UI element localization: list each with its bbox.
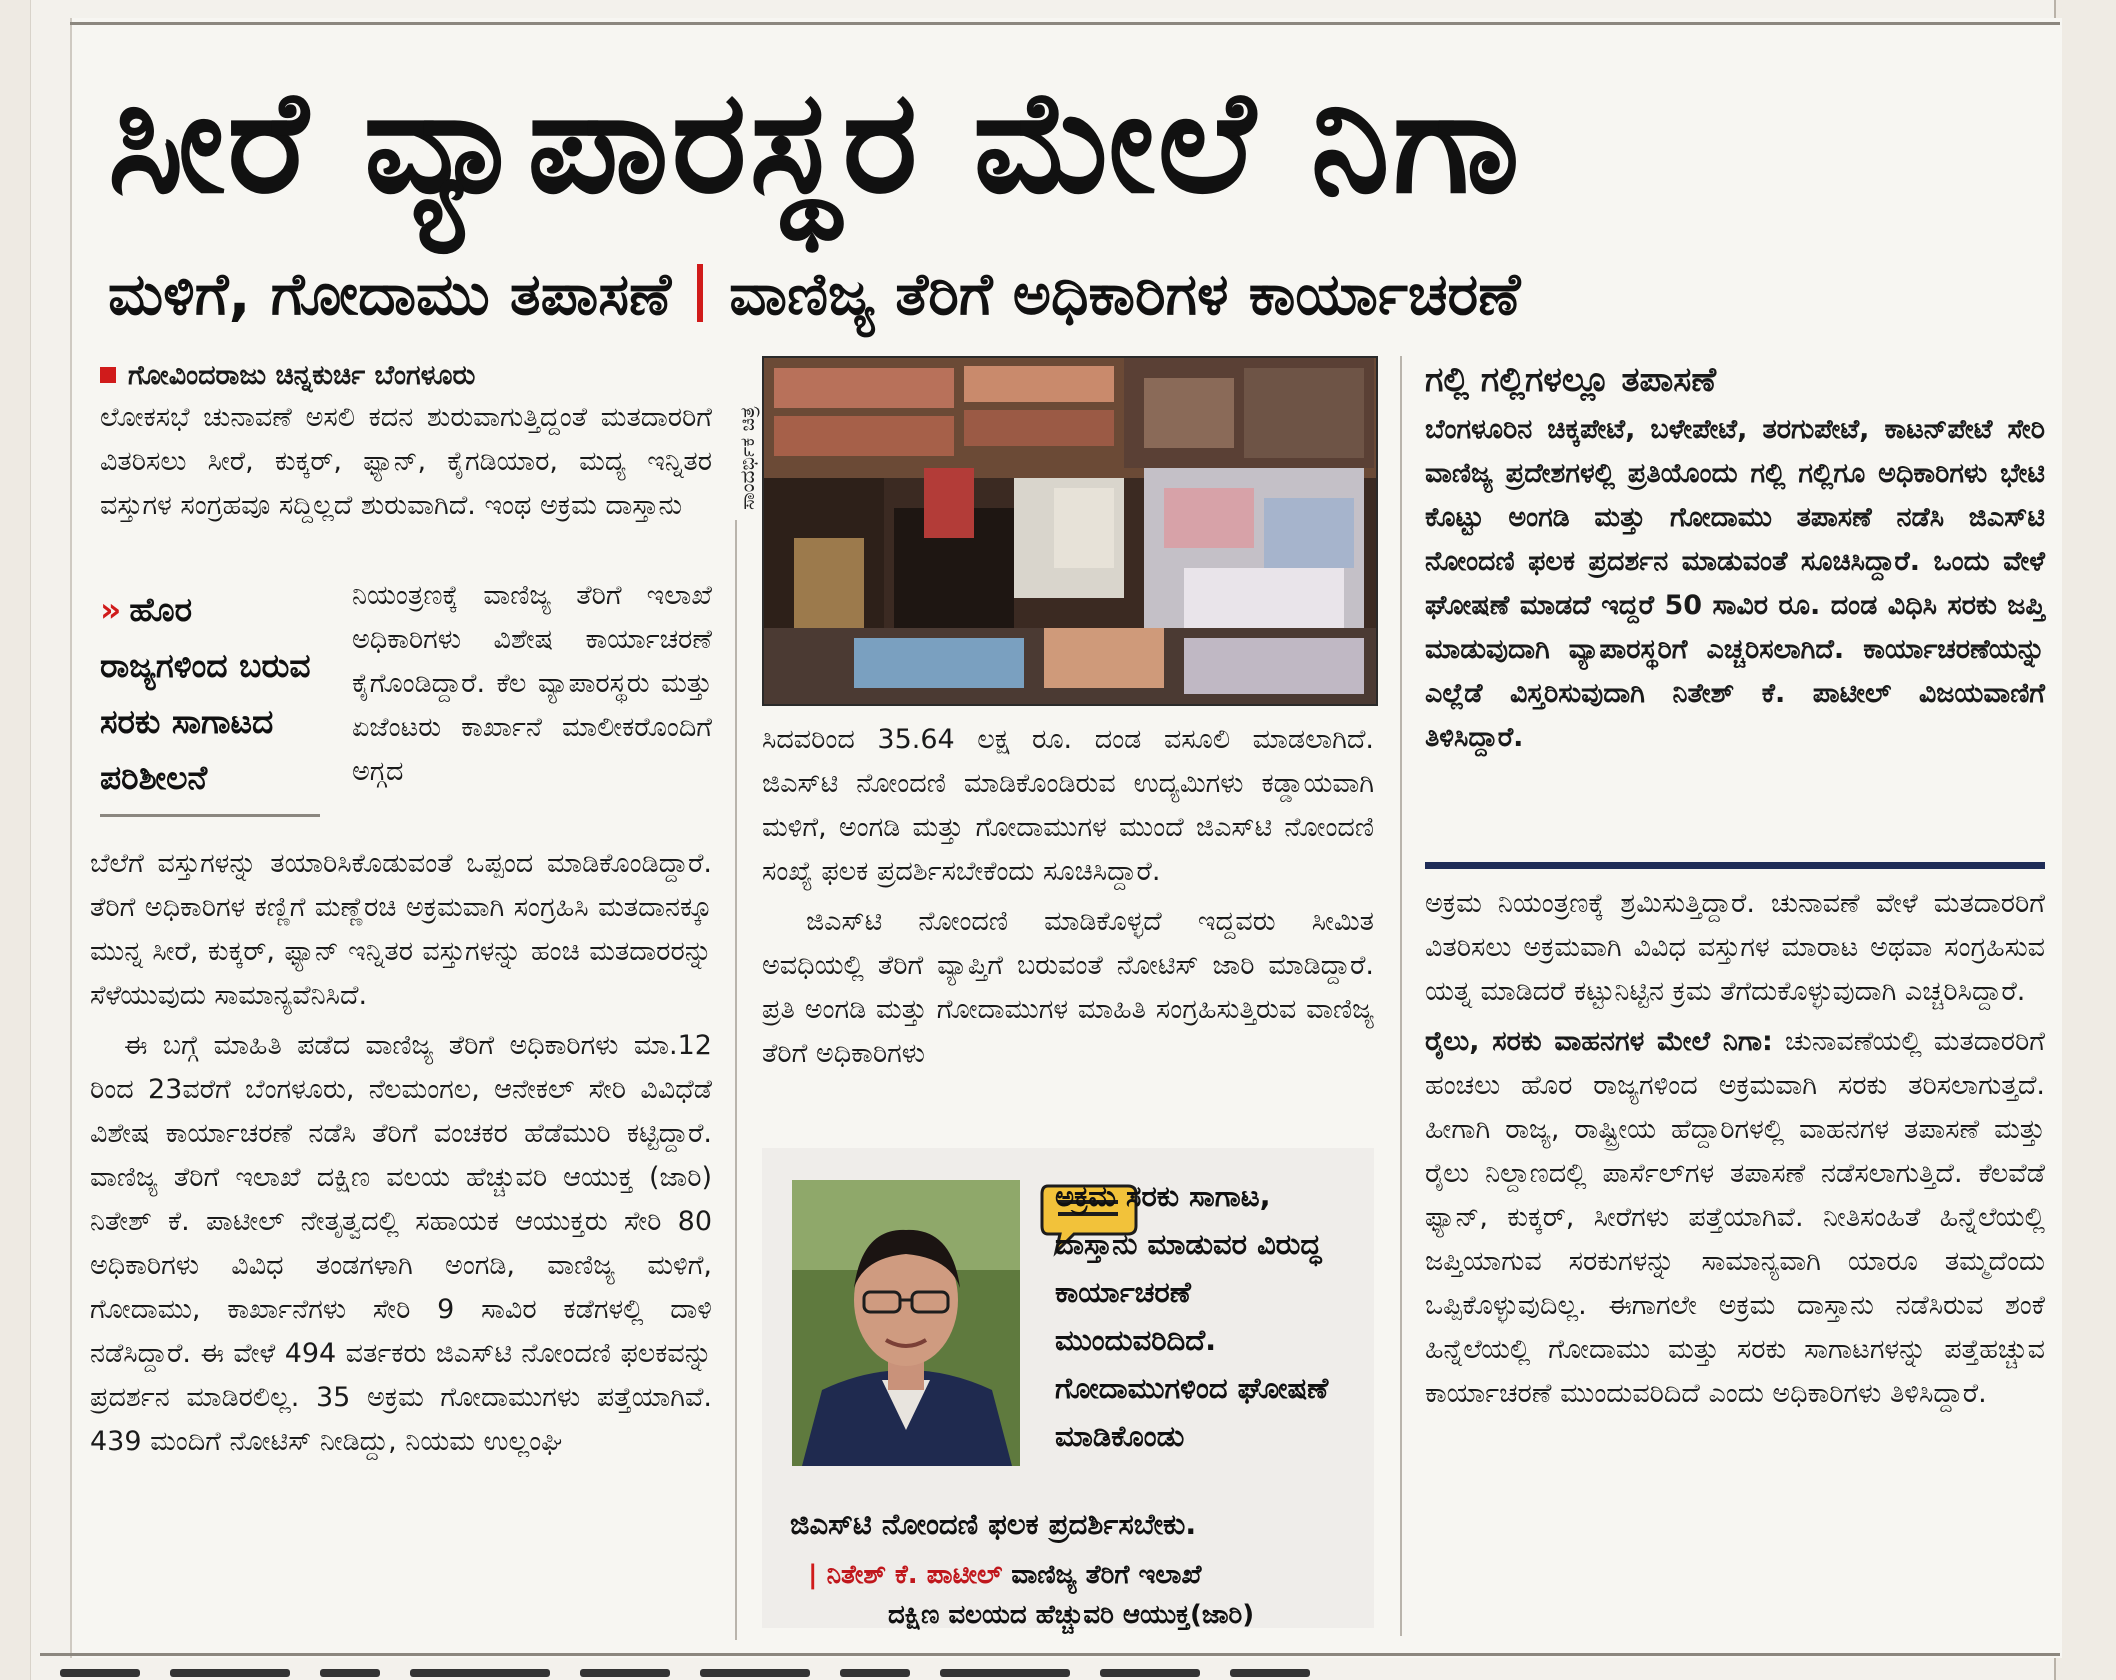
quote-tail: ಜಿಎಸ್‌ಟಿ ನೋಂದಣಿ ಫಲಕ ಪ್ರದರ್ಶಿಸಬೇಕು.	[790, 1507, 1197, 1541]
col3-para-1: ಅಕ್ರಮ ನಿಯಂತ್ರಣಕ್ಕೆ ಶ್ರಮಿಸುತ್ತಿದ್ದಾರೆ. ಚುನಾವಣೆ ವೇಳೆ ಮತದಾರರಿಗೆ ವಿತರಿಸಲು ಅಕ್ರಮವಾಗಿ ವಿವಿಧ ವಸ್ತುಗಳ ಮಾರಾಟ ಅಥವಾ ಸಂಗ್ರಹಿಸುವ ಯತ್ನ ಮಾಡಿದರೆ ಕಟ್ಟುನಿಟ್ಟಿನ ಕ್ರಮ ತೆಗೆದುಕೊಳ್ಳುವುದಾಗಿ ಎಚ್ಚರಿಸಿದ್ದಾರೆ.	[1425, 888, 2045, 1007]
article-column-2	[762, 718, 1374, 1082]
warehouse-photo	[762, 356, 1378, 706]
next-article-strip	[60, 1662, 2040, 1680]
col3-para-2: ರೈಲು, ಸರಕು ವಾಹನಗಳ ಮೇಲೆ ನಿಗಾ: ಚುನಾವಣೆಯಲ್ಲಿ ಮತದಾರರಿಗೆ ಹಂಚಲು ಹೊರ ರಾಜ್ಯಗಳಿಂದ ಅಕ್ರಮವಾಗಿ ಸರಕು ತರಿಸಲಾಗುತ್ತದೆ. ಹೀಗಾಗಿ ರಾಜ್ಯ, ರಾಷ್ಟ್ರೀಯ ಹೆದ್ದಾರಿಗಳಲ್ಲಿ ವಾಹನಗಳ ತಪಾಸಣೆ ಮತ್ತು ರೈಲು ನಿಲ್ದಾಣದಲ್ಲಿ ಪಾರ್ಸೆಲ್‌ಗಳ ತಪಾಸಣೆ ನಡೆಸಲಾಗುತ್ತಿದೆ. ಕೆಲವೆಡೆ ಫ್ಯಾನ್, ಕುಕ್ಕರ್, ಸೀರೆಗಳು ಪತ್ತೆಯಾಗಿವೆ. ನೀತಿಸಂಹಿತೆ ಹಿನ್ನೆಲೆಯಲ್ಲಿ ಜಪ್ತಿಯಾಗುವ ಸರಕುಗಳನ್ನು ಸಾಮಾನ್ಯವಾಗಿ ಯಾರೂ ತಮ್ಮದೆಂದು ಒಪ್ಪಿಕೊಳ್ಳುವುದಿಲ್ಲ. ಈಗಾಗಲೇ ಅಕ್ರಮ ದಾಸ್ತಾನು ನಡೆಸಿರುವ ಶಂಕೆ ಹಿನ್ನೆಲೆಯಲ್ಲಿ ಗೋದಾಮು ಮತ್ತು ಸರಕು ಸಾಗಾಟಗಳನ್ನು ಪತ್ತೆಹಚ್ಚುವ ಕಾರ್ಯಾಚರಣೆ ಮುಂದುವರಿದಿದೆ ಎಂದು ಅಧಿಕಾರಿಗಳು ತಿಳಿಸಿದ್ದಾರೆ.	[1425, 1026, 2045, 1409]
official-role-2: ದಕ್ಷಿಣ ವಲಯದ ಹೆಚ್ಚುವರಿ ಆಯುಕ್ತ(ಜಾರಿ)	[888, 1600, 1255, 1630]
col1-para-1b: ನಿಯಂತ್ರಣಕ್ಕೆ ವಾಣಿಜ್ಯ ತೆರಿಗೆ ಇಲಾಖೆ ಅಧಿಕಾರಿಗಳು ವಿಶೇಷ ಕಾರ್ಯಾಚರಣೆ ಕೈಗೊಂಡಿದ್ದಾರೆ. ಕೆಲ ವ್ಯಾಪಾರಸ್ಥರು ಮತ್ತು ಏಜೆಂಟರು ಕಾರ್ಖಾನೆ ಮಾಲೀಕರೊಂದಿಗೆ ಅಗ್ಗದ	[352, 580, 712, 787]
attribution-bar: |	[808, 1560, 827, 1590]
sidebar-rule	[1425, 862, 2045, 869]
col1-para-1a: ಲೋಕಸಭೆ ಚುನಾವಣೆ ಅಸಲಿ ಕದನ ಶುರುವಾಗುತ್ತಿದ್ದಂತೆ ಮತದಾರರಿಗೆ ವಿತರಿಸಲು ಸೀರೆ, ಕುಕ್ಕರ್, ಫ್ಯಾನ್, ಕೈಗಡಿಯಾರ, ಮದ್ಯ ಇನ್ನಿತರ ವಸ್ತುಗಳ ಸಂಗ್ರಹವೂ ಸದ್ದಿಲ್ಲದೆ ಶುರುವಾಗಿದೆ. ಇಂಥ ಅಕ್ರಮ ದಾಸ್ತಾನು	[100, 402, 712, 521]
pull-quote: » ಹೊರ ರಾಜ್ಯಗಳಿಂದ ಬರುವ ಸರಕು ಸಾಗಾಟದ ಪರಿಶೀಲನೆ	[100, 582, 320, 817]
quote-text: ಅಕ್ರಮ ಸರಕು ಸಾಗಾಟ, ದಾಸ್ತಾನು ಮಾಡುವರ ವಿರುದ್ಧ ಕಾರ್ಯಾಚರಣೆ ಮುಂದುವರಿದಿದೆ. ಗೋದಾಮುಗಳಿಂದ ಘೋಷಣೆ ಮಾಡಿಕೊಂಡು	[1055, 1179, 1329, 1453]
article-column-1b	[352, 574, 712, 800]
headline: ಸೀರೆ ವ್ಯಾಪಾರಸ್ಥರ ಮೇಲೆ ನಿಗಾ	[108, 60, 1523, 225]
double-chevron-icon: »	[100, 590, 122, 629]
top-rule	[70, 22, 2060, 25]
sidebar-box	[1425, 356, 2045, 766]
subhead-left: ಮಳಿಗೆ, ಗೋದಾಮು ತಪಾಸಣೆ	[108, 260, 672, 328]
article-column-3	[1425, 882, 2045, 1422]
quote-attribution	[808, 1555, 1368, 1635]
subhead-right: ವಾಣಿಜ್ಯ ತೆರಿಗೆ ಅಧಿಕಾರಿಗಳ ಕಾರ್ಯಾಚರಣೆ	[729, 260, 1521, 328]
column-divider-2	[1400, 356, 1402, 1636]
article-column-1	[100, 356, 712, 534]
col1-para-2: ಈ ಬಗ್ಗೆ ಮಾಹಿತಿ ಪಡೆದ ವಾಣಿಜ್ಯ ತೆರಿಗೆ ಅಧಿಕಾರಿಗಳು ಮಾ.12 ರಿಂದ 23ವರೆಗೆ ಬೆಂಗಳೂರು, ನೆಲಮಂಗಲ, ಆನೇಕಲ್ ಸೇರಿ ವಿವಿಧೆಡೆ ವಿಶೇಷ ಕಾರ್ಯಾಚರಣೆ ನಡೆಸಿ ತೆರಿಗೆ ವಂಚಕರ ಹೆಡೆಮುರಿ ಕಟ್ಟಿದ್ದಾರೆ. ವಾಣಿಜ್ಯ ತೆರಿಗೆ ಇಲಾಖೆ ದಕ್ಷಿಣ ವಲಯ ಹೆಚ್ಚುವರಿ ಆಯುಕ್ತ (ಜಾರಿ) ನಿತೇಶ್ ಕೆ. ಪಾಟೀಲ್ ನೇತೃತ್ವದಲ್ಲಿ ಸಹಾಯಕ ಆಯುಕ್ತರು ಸೇರಿ 80 ಅಧಿಕಾರಿಗಳು ವಿವಿಧ ತಂಡಗಳಾಗಿ ಅಂಗಡಿ, ವಾಣಿಜ್ಯ ಮಳಿಗೆ, ಗೋದಾಮು, ಕಾರ್ಖಾನೆಗಳು ಸೇರಿ 9 ಸಾವಿರ ಕಡೆಗಳಲ್ಲಿ ದಾಳಿ ನಡೆಸಿದ್ದಾರೆ. ಈ ವೇಳೆ 494 ವರ್ತಕರು ಜಿಎಸ್‌ಟಿ ನೋಂದಣಿ ಫಲಕವನ್ನು ಪ್ರದರ್ಶನ ಮಾಡಿರಲಿಲ್ಲ. 35 ಅಕ್ರಮ ಗೋದಾಮುಗಳು ಪತ್ತೆಯಾಗಿವೆ. 439 ಮಂದಿಗೆ ನೋಟಿಸ್ ನೀಡಿದ್ದು, ನಿಯಮ ಉಲ್ಲಂಘಿ	[90, 1030, 712, 1457]
sidebar-title: ಗಲ್ಲಿ ಗಲ್ಲಿಗಳಲ್ಲೂ ತಪಾಸಣೆ	[1425, 360, 1717, 400]
subheadline	[108, 255, 2028, 333]
adjacent-page-edge-left	[0, 0, 31, 1680]
photo-credit: ಸಾಂದರ್ಭಿಕ ಚಿತ್ರ	[735, 406, 759, 510]
official-name: ನಿತೇಶ್ ಕೆ. ಪಾಟೀಲ್	[826, 1560, 1003, 1590]
official-portrait	[792, 1180, 1020, 1466]
col2-para-1: ಸಿದವರಿಂದ 35.64 ಲಕ್ಷ ರೂ. ದಂಡ ವಸೂಲಿ ಮಾಡಲಾಗಿದೆ. ಜಿಎಸ್‌ಟಿ ನೋಂದಣಿ ಮಾಡಿಕೊಂಡಿರುವ ಉದ್ಯಮಿಗಳು ಕಡ್ಡಾಯವಾಗಿ ಮಳಿಗೆ, ಅಂಗಡಿ ಮತ್ತು ಗೋದಾಮುಗಳ ಮುಂದೆ ಜಿಎಸ್‌ಟಿ ನೋಂದಣಿ ಸಂಖ್ಯೆ ಫಲಕ ಪ್ರದರ್ಶಿಸಬೇಕೆಂದು ಸೂಚಿಸಿದ್ದಾರೆ.	[762, 724, 1374, 887]
subhead-separator	[697, 264, 703, 322]
byline: ಗೋವಿಂದರಾಜು ಚಿನ್ನಕುರ್ಚಿ ಬೆಂಗಳೂರು	[100, 356, 712, 396]
article-column-1c	[90, 842, 712, 1470]
col1-para-1c: ಬೆಲೆಗೆ ವಸ್ತುಗಳನ್ನು ತಯಾರಿಸಿಕೊಡುವಂತೆ ಒಪ್ಪಂದ ಮಾಡಿಕೊಂಡಿದ್ದಾರೆ. ತೆರಿಗೆ ಅಧಿಕಾರಿಗಳ ಕಣ್ಣಿಗೆ ಮಣ್ಣೆರಚಿ ಅಕ್ರಮವಾಗಿ ಸಂಗ್ರಹಿಸಿ ಮತದಾನಕ್ಕೂ ಮುನ್ನ ಸೀರೆ, ಕುಕ್ಕರ್, ಫ್ಯಾನ್ ಇನ್ನಿತರ ವಸ್ತುಗಳನ್ನು ಹಂಚಿ ಮತದಾರರನ್ನು ಸೆಳೆಯುವುದು ಸಾಮಾನ್ಯವೆನಿಸಿದೆ.	[90, 848, 712, 1011]
official-role-1: ವಾಣಿಜ್ಯ ತೆರಿಗೆ ಇಲಾಖೆ	[1011, 1560, 1202, 1590]
red-square-bullet-icon	[100, 367, 116, 383]
adjacent-page-edge-right	[2054, 0, 2116, 1680]
column-divider-1	[735, 520, 737, 1640]
col3-para-2-lead: ರೈಲು, ಸರಕು ವಾಹನಗಳ ಮೇಲೆ ನಿಗಾ:	[1425, 1026, 1773, 1057]
col2-para-2: ಜಿಎಸ್‌ಟಿ ನೋಂದಣಿ ಮಾಡಿಕೊಳ್ಳದೆ ಇದ್ದವರು ಸೀಮಿತ ಅವಧಿಯಲ್ಲಿ ತೆರಿಗೆ ವ್ಯಾಪ್ತಿಗೆ ಬರುವಂತೆ ನೋಟಿಸ್ ಜಾರಿ ಮಾಡಿದ್ದಾರೆ. ಪ್ರತಿ ಅಂಗಡಿ ಮತ್ತು ಗೋದಾಮುಗಳ ಮಾಹಿತಿ ಸಂಗ್ರಹಿಸುತ್ತಿರುವ ವಾಣಿಜ್ಯ ತೆರಿಗೆ ಅಧಿಕಾರಿಗಳು	[762, 906, 1374, 1069]
sidebar-text: ಬೆಂಗಳೂರಿನ ಚಿಕ್ಕಪೇಟೆ, ಬಳೇಪೇಟೆ, ತರಗುಪೇಟೆ, ಕಾಟನ್‌ಪೇಟೆ ಸೇರಿ ವಾಣಿಜ್ಯ ಪ್ರದೇಶಗಳಲ್ಲಿ ಪ್ರತಿಯೊಂದು ಗಲ್ಲಿ ಗಲ್ಲಿಗೂ ಅಧಿಕಾರಿಗಳು ಭೇಟಿ ಕೊಟ್ಟು ಅಂಗಡಿ ಮತ್ತು ಗೋದಾಮು ತಪಾಸಣೆ ನಡೆಸಿ ಜಿಎಸ್‌ಟಿ ನೋಂದಣಿ ಫಲಕ ಪ್ರದರ್ಶನ ಮಾಡುವಂತೆ ಸೂಚಿಸಿದ್ದಾರೆ. ಒಂದು ವೇಳೆ ಘೋಷಣೆ ಮಾಡದೆ ಇದ್ದರೆ 50 ಸಾವಿರ ರೂ. ದಂಡ ವಿಧಿಸಿ ಸರಕು ಜಪ್ತಿ ಮಾಡುವುದಾಗಿ ವ್ಯಾಪಾರಸ್ಥರಿಗೆ ಎಚ್ಚರಿಸಲಾಗಿದೆ. ಕಾರ್ಯಾಚರಣೆಯನ್ನು ಎಲ್ಲೆಡೆ ವಿಸ್ತರಿಸುವುದಾಗಿ ನಿತೇಶ್ ಕೆ. ಪಾಟೀಲ್ ವಿಜಯವಾಣಿಗೆ ತಿಳಿಸಿದ್ದಾರೆ.	[1425, 414, 2045, 753]
bottom-rule	[40, 1653, 2060, 1656]
